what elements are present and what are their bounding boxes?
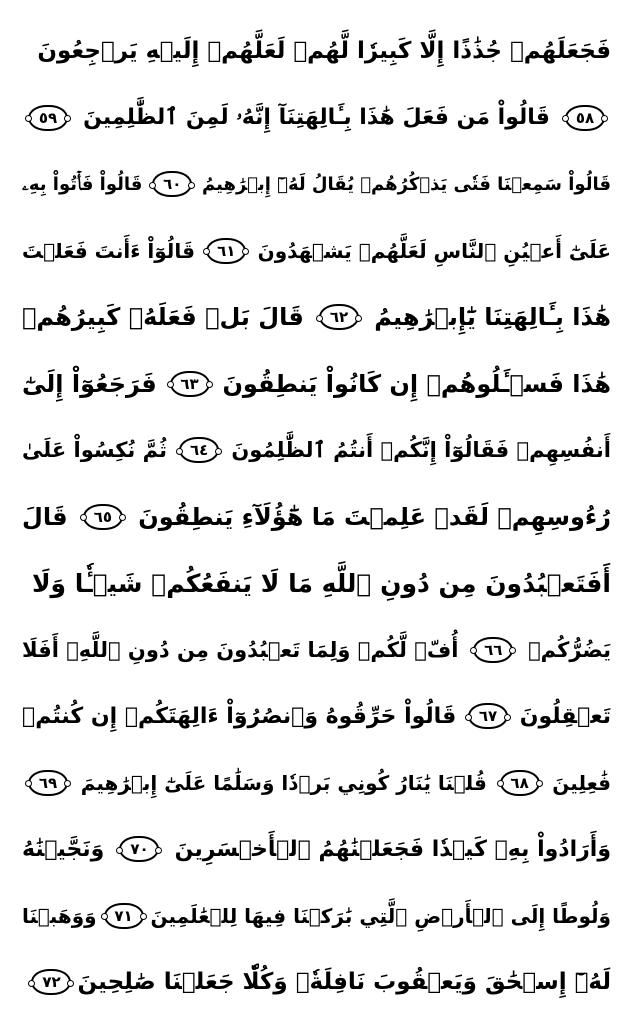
- verse-text: قَالُوٓاْ ءَأَنتَ فَعَلۡتَ: [22, 238, 195, 263]
- verse-text: هَٰذَا فَسۡـَٔلُوهُمۡ إِن كَانُواْ يَنطِقُونَ: [222, 369, 611, 398]
- verse-text: هَٰذَا بِـَٔالِهَتِنَا يَٰٓإِبۡرَٰهِيمُ: [374, 303, 611, 332]
- text-line: [22, 683, 611, 750]
- verse-text: عَلَىٰٓ أَعۡيُنِ ٱلنَّاسِ لَعَلَّهُمۡ يَشۡهَدُونَ: [257, 238, 611, 263]
- verse-number-marker: ٦٩: [28, 770, 68, 796]
- verse-text: وَنَجَّيۡنَٰهُ: [22, 836, 105, 862]
- text-line: [22, 351, 611, 418]
- verse-text: قَالُواْ سَمِعۡنَا فَتٗى يَذۡكُرُهُمۡ يُقَالُ لَهُۥٓ إِبۡرَٰهِيمُ: [202, 173, 611, 195]
- verse-lines: [22, 18, 611, 1016]
- verse-number-marker: ٧٢: [31, 969, 71, 995]
- text-line: [22, 85, 611, 152]
- verse-text: وَلُوطًا إِلَى ٱلۡأَرۡضِ ٱلَّتِي بَٰرَكۡنَا فِيهَا لِلۡعَٰلَمِينَ: [150, 903, 611, 928]
- verse-text: قَالَ بَلۡ فَعَلَهُۥ كَبِيرُهُمۡ: [22, 303, 304, 332]
- verse-number-marker: ٦٠: [152, 171, 192, 197]
- verse-number-marker: ٥٨: [565, 105, 605, 131]
- verse-number-marker: ٥٩: [28, 105, 68, 131]
- verse-text: ثُمَّ نُكِسُواْ عَلَىٰ: [22, 438, 167, 463]
- verse-text: فَجَعَلَهُمۡ جُذَٰذًا إِلَّا كَبِيرٗا لَّهُمۡ لَعَلَّهُمۡ إِلَيۡهِ يَرۡجِعُونَ: [37, 38, 611, 65]
- text-line: [22, 816, 611, 883]
- verse-number-marker: ٦٨: [500, 770, 540, 796]
- verse-text: أُفّٖ لَّكُمۡ وَلِمَا تَعۡبُدُونَ مِن دُونِ ٱللَّهِۖ أَفَلَا: [22, 637, 459, 662]
- verse-number-marker: ٧٠: [119, 836, 159, 862]
- verse-text: أَفَتَعۡبُدُونَ مِن دُونِ ٱللَّهِ مَا لَا يَنفَعُكُمۡ شَيۡـٔٗا وَلَا: [31, 568, 611, 598]
- verse-text: فَرَجَعُوٓاْ إِلَىٰٓ: [22, 369, 157, 398]
- verse-number-marker: ٦٦: [473, 637, 513, 663]
- verse-text: لَهُۥٓ إِسۡحَٰقَ وَيَعۡقُوبَ نَافِلَةٗۖ وَكُلّٗا جَعَلۡنَا صَٰلِحِينَ: [77, 969, 611, 996]
- verse-number-marker: ٦٧: [468, 703, 508, 729]
- text-line: [22, 151, 611, 218]
- verse-text: قَالَ: [22, 502, 68, 531]
- verse-text: قَالُواْ فَأۡتُواْ بِهِۦ: [22, 173, 143, 195]
- verse-text: قَالُواْ حَرِّقُوهُ وَٱنصُرُوٓاْ ءَالِهَتَكُمۡ إِن كُنتُمۡ: [22, 703, 457, 729]
- verse-text: فَٰعِلِينَ: [552, 770, 611, 795]
- text-line: [22, 284, 611, 351]
- text-line: [22, 550, 611, 617]
- verse-text: وَوَهَبۡنَا: [22, 903, 97, 928]
- text-line: [22, 883, 611, 950]
- verse-number-marker: ٦٣: [170, 371, 210, 397]
- verse-number-marker: ٦٤: [179, 437, 219, 463]
- text-line: [22, 218, 611, 285]
- verse-number-marker: ٦٥: [83, 504, 123, 530]
- verse-text: أَنفُسِهِمۡ فَقَالُوٓاْ إِنَّكُمۡ أَنتُمُ ٱلظَّٰلِمُونَ: [231, 438, 611, 463]
- verse-text: يَضُرُّكُمۡ: [528, 637, 611, 662]
- text-line: [22, 617, 611, 684]
- text-line: [22, 417, 611, 484]
- verse-number-marker: ٦٢: [319, 304, 359, 330]
- text-line: [22, 484, 611, 551]
- verse-text: قَالُواْ مَن فَعَلَ هَٰذَا بِـَٔالِهَتِنَآ إِنَّهُۥ لَمِنَ ٱلظَّٰلِمِينَ: [83, 105, 550, 131]
- verse-text: رُءُوسِهِمۡ لَقَدۡ عَلِمۡتَ مَا هَٰٓؤُلَآءِ يَنطِقُونَ: [138, 502, 611, 531]
- verse-number-marker: ٦١: [206, 238, 246, 264]
- verse-text: تَعۡقِلُونَ: [519, 703, 611, 729]
- verse-text: وَأَرَادُواْ بِهِۦ كَيۡدٗا فَجَعَلۡنَٰهُمُ ٱلۡأَخۡسَرِينَ: [174, 836, 611, 862]
- text-line: [22, 18, 611, 85]
- text-line: [22, 750, 611, 817]
- verse-number-marker: ٧١: [104, 903, 144, 929]
- verse-text: قُلۡنَا يَٰنَارُ كُونِي بَرۡدٗا وَسَلَٰمًا عَلَىٰٓ إِبۡرَٰهِيمَ: [80, 770, 487, 795]
- text-line: [22, 949, 611, 1016]
